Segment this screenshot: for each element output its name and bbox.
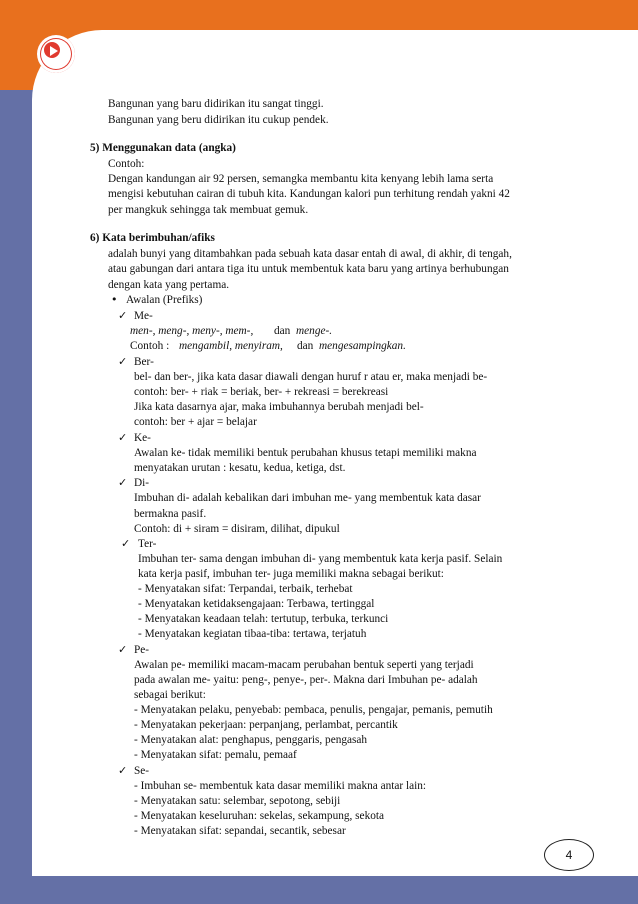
check-icon: ✓	[118, 476, 128, 489]
text-line: Contoh:	[108, 158, 145, 170]
text-line: contoh: ber- + riak = beriak, ber- + rekreasi = berekreasi	[134, 386, 389, 398]
text-line: Awalan pe- memiliki macam-macam perubahan bentuk seperti yang terjadi	[134, 659, 474, 671]
text-line: menge-.	[296, 325, 333, 337]
list-item: Pe-	[134, 644, 150, 656]
list-item: Ke-	[134, 432, 151, 444]
check-icon: ✓	[118, 431, 128, 444]
text-line: adalah bunyi yang ditambahkan pada sebuah kata dasar entah di awal, di akhir, di tengah,	[108, 248, 512, 260]
list-item: Di-	[134, 477, 150, 489]
text-line: kata kerja pasif, imbuhan ter- juga memiliki makna sebagai berikut:	[138, 568, 444, 580]
text-line: - Menyatakan pekerjaan: perpanjang, perlambat, percantik	[134, 719, 398, 731]
text-line: - Menyatakan ketidaksengajaan: Terbawa, tertinggal	[138, 598, 375, 610]
text-line: pada awalan me- yaitu: peng-, penye-, per-. Makna dari Imbuhan pe- adalah	[134, 674, 478, 686]
text-line: dengan kata yang pertama.	[108, 279, 230, 291]
text-line: mengesampingkan.	[319, 340, 406, 352]
text-line: bermakna pasif.	[134, 508, 207, 520]
text-line: per mangkuk sehingga tak membuat gemuk.	[108, 204, 309, 216]
bullet-icon: •	[111, 293, 118, 306]
text-line: - Menyatakan satu: selembar, sepotong, sebiji	[134, 795, 341, 807]
check-icon: ✓	[121, 537, 131, 550]
check-icon: ✓	[118, 643, 128, 656]
text-line: bel- dan ber-, jika kata dasar diawali dengan huruf r atau er, maka menjadi be-	[134, 371, 488, 383]
text-line: Contoh: di + siram = disiram, dilihat, dipukul	[134, 523, 340, 535]
list-item: Awalan (Prefiks)	[126, 294, 203, 306]
text-line: Bangunan yang beru didirikan itu cukup pendek.	[108, 114, 329, 126]
text-line: - Menyatakan sifat: Terpandai, terbaik, terhebat	[138, 583, 353, 595]
text-line: men-, meng-, meny-, mem-,	[130, 325, 254, 337]
text-line: dan	[297, 340, 314, 352]
list-item: Se-	[134, 765, 150, 777]
text-line: contoh: ber + ajar = belajar	[134, 416, 257, 428]
section-heading: 6) Kata berimbuhan/afiks	[90, 232, 215, 244]
page-number: 4	[544, 839, 594, 871]
text-line: Jika kata dasarnya ajar, maka imbuhannya berubah menjadi bel-	[134, 401, 424, 413]
text-line: Awalan ke- tidak memiliki bentuk perubahan khusus tetapi memiliki makna	[134, 447, 477, 459]
section-heading: 5) Menggunakan data (angka)	[90, 142, 236, 154]
text-line: - Menyatakan keadaan telah: tertutup, terbuka, terkunci	[138, 613, 389, 625]
text-line: dan	[274, 325, 291, 337]
text-line: Bangunan yang baru didirikan itu sangat tinggi.	[108, 98, 324, 110]
text-line: Contoh :	[130, 340, 170, 352]
text-line: Imbuhan ter- sama dengan imbuhan di- yang membentuk kata kerja pasif. Selain	[138, 553, 503, 565]
text-line: - Imbuhan se- membentuk kata dasar memiliki makna antar lain:	[134, 780, 427, 792]
text-line: atau gabungan dari antara tiga itu untuk membentuk kata baru yang artinya berhubungan	[108, 263, 509, 275]
list-item: Ter-	[138, 538, 157, 550]
text-line: menyatakan urutan : kesatu, kedua, ketiga, dst.	[134, 462, 346, 474]
check-icon: ✓	[118, 309, 128, 322]
text-line: - Menyatakan kegiatan tibaa-tiba: tertawa, terjatuh	[138, 628, 367, 640]
text-line: - Menyatakan keseluruhan: sekelas, sekampung, sekota	[134, 810, 385, 822]
check-icon: ✓	[118, 764, 128, 777]
text-line: - Menyatakan alat: penghapus, penggaris, pengasah	[134, 734, 368, 746]
text-line: - Menyatakan sifat: pemalu, pemaaf	[134, 749, 297, 761]
list-item: Ber-	[134, 356, 154, 368]
text-line: Dengan kandungan air 92 persen, semangka membantu kita kenyang lebih lama serta	[108, 173, 494, 185]
text-line: sebagai berikut:	[134, 689, 206, 701]
check-icon: ✓	[118, 355, 128, 368]
text-line: mengambil, menyiram,	[179, 340, 283, 352]
text-line: - Menyatakan sifat: sepandai, secantik, sebesar	[134, 825, 346, 837]
text-line: - Menyatakan pelaku, penyebab: pembaca, penulis, pengajar, pemanis, pemutih	[134, 704, 493, 716]
text-line: Imbuhan di- adalah kebalikan dari imbuhan me- yang membentuk kata dasar	[134, 492, 481, 504]
text-line: mengisi kebutuhan cairan di tubuh kita. Kandungan kalori pun terhitung rendah yakni 42	[108, 188, 510, 200]
list-item: Me-	[134, 310, 153, 322]
